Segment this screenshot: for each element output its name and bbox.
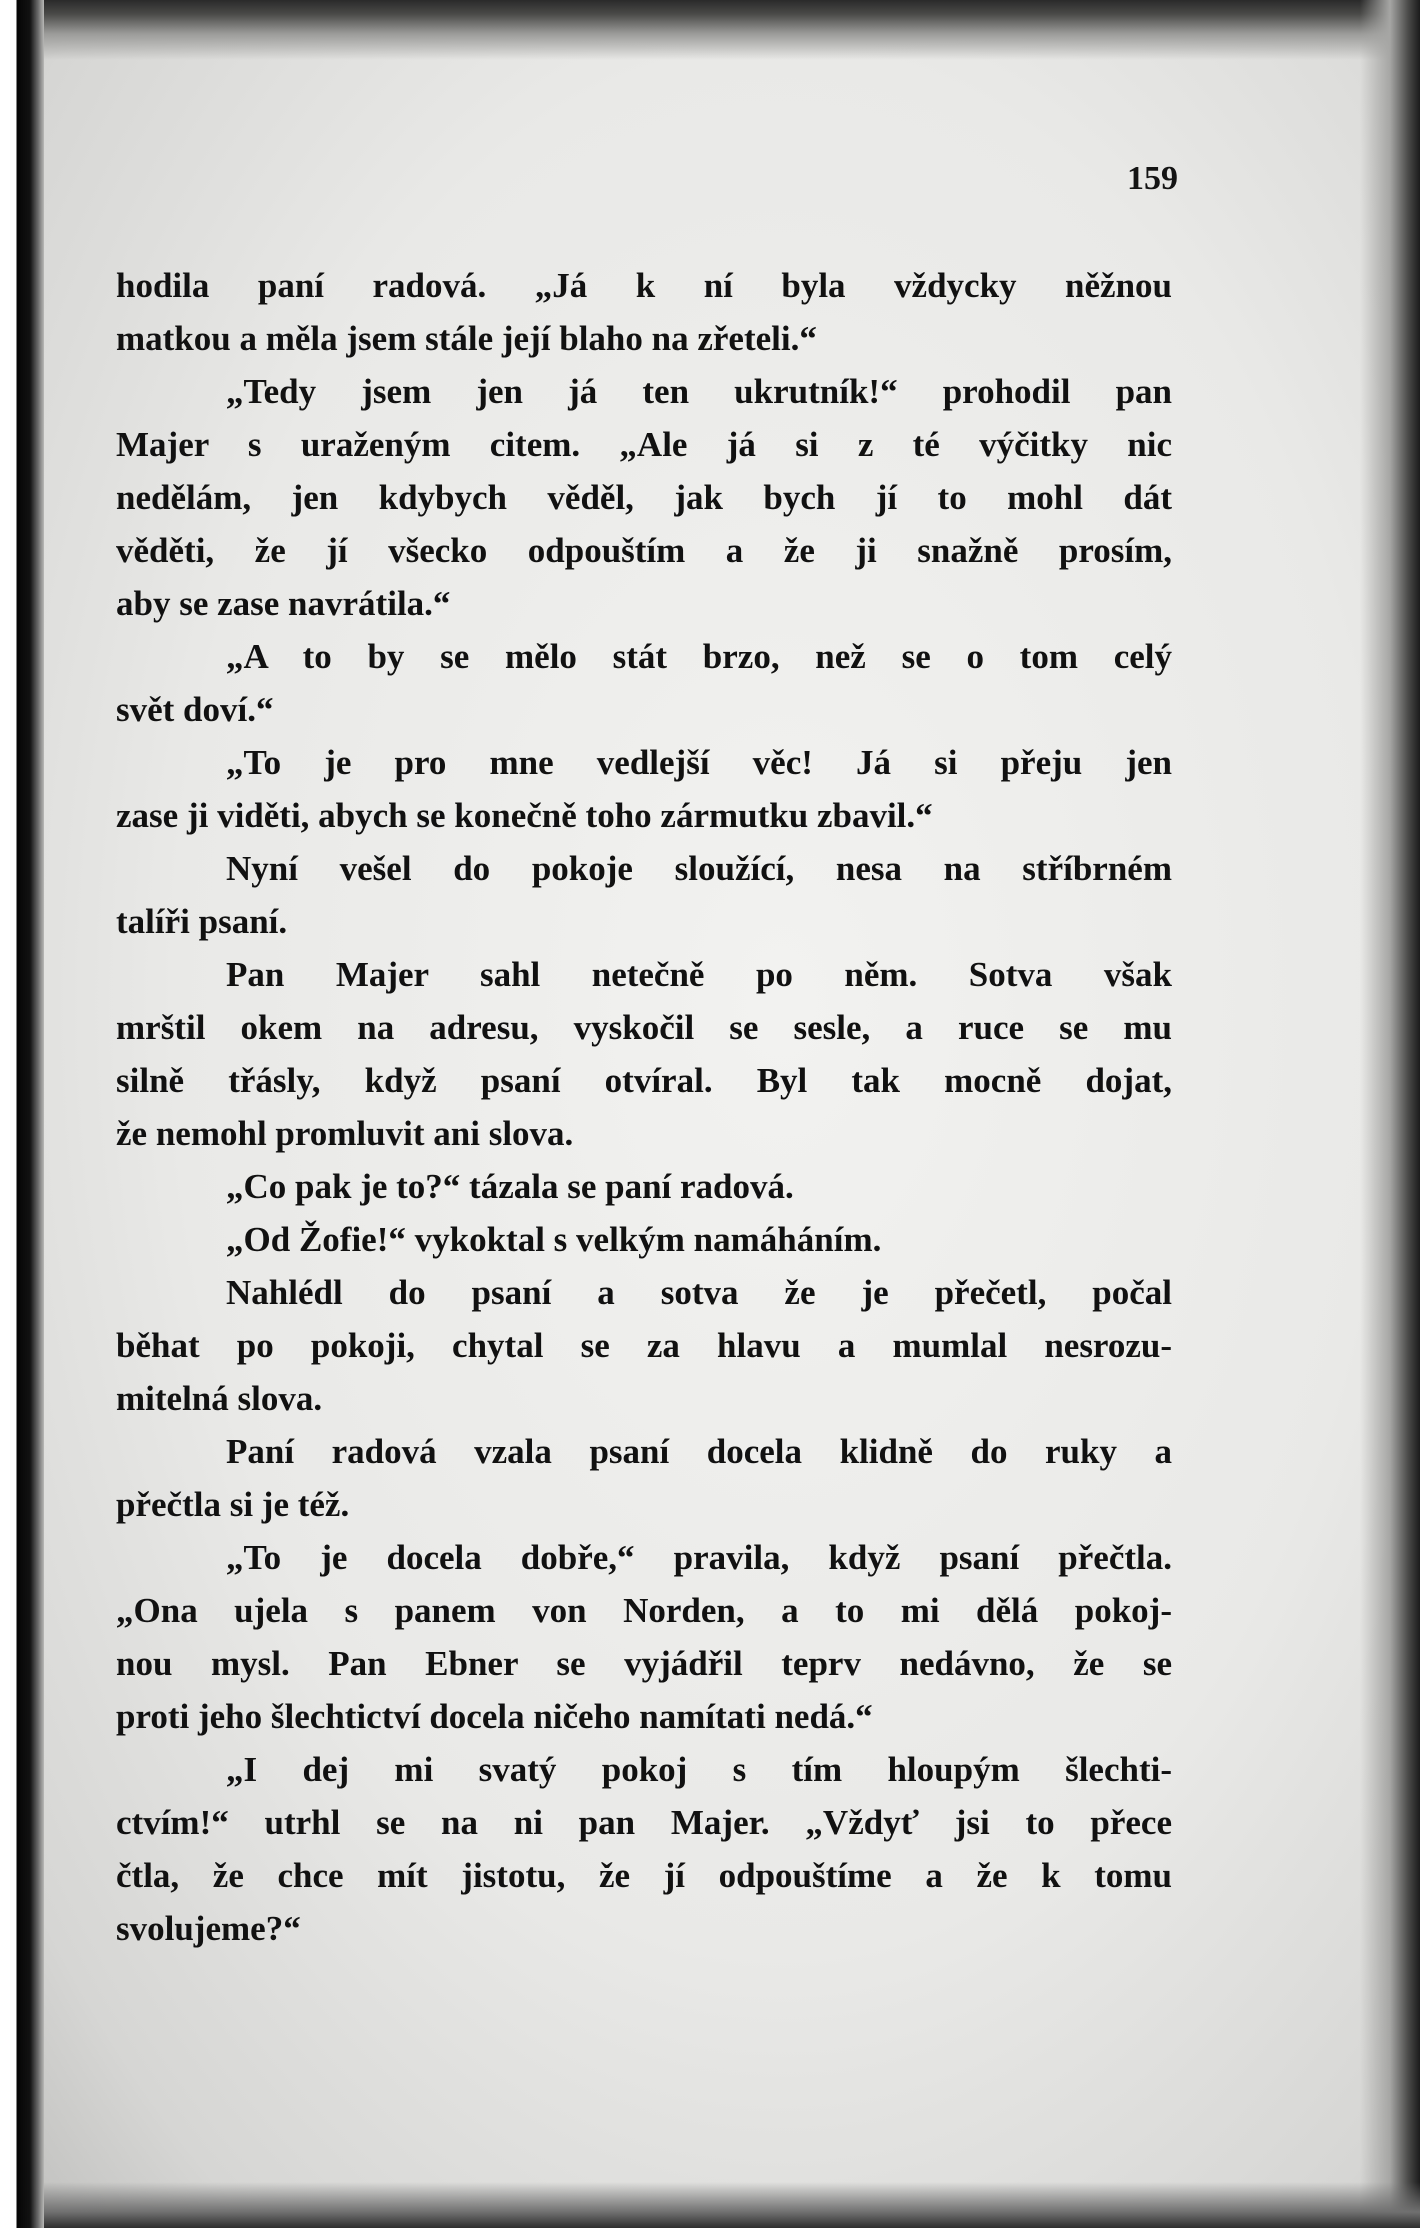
page-number: 159 [1127, 160, 1178, 197]
text-line: matkou a měla jsem stále její blaho na zřeteli.“ [116, 319, 817, 358]
text-line: Paní radová vzala psaní docela klidně do ruky a [226, 1432, 1172, 1471]
text-line: „I dej mi svatý pokoj s tím hloupým šlechti- [226, 1750, 1172, 1789]
text-line: čtla, že chce mít jistotu, že jí odpouštíme a že k tomu [116, 1856, 1172, 1895]
text-line: „Ona ujela s panem von Norden, a to mi dělá pokoj- [116, 1591, 1172, 1630]
text-line: „Od Žofie!“ vykoktal s velkým namáháním. [226, 1220, 882, 1259]
text-line: aby se zase navrátila.“ [116, 584, 451, 623]
text-line: „Tedy jsem jen já ten ukrutník!“ prohodil pan [226, 372, 1172, 411]
text-line: hodila paní radová. „Já k ní byla vždycky něžnou [116, 266, 1172, 305]
text-line: Pan Majer sahl netečně po něm. Sotva však [226, 955, 1172, 994]
body-text [116, 259, 1172, 1955]
page-binding-edge [0, 0, 44, 2228]
text-line: věděti, že jí všecko odpouštím a že ji snažně prosím, [116, 531, 1172, 570]
text-line: mrštil okem na adresu, vyskočil se sesle, a ruce se mu [116, 1008, 1172, 1047]
text-line: Nyní vešel do pokoje sloužící, nesa na stříbrném [226, 849, 1172, 888]
text-line: zase ji viděti, abych se konečně toho zármutku zbavil.“ [116, 796, 933, 835]
text-line: Nahlédl do psaní a sotva že je přečetl, počal [226, 1273, 1172, 1312]
text-line: běhat po pokoji, chytal se za hlavu a mumlal nesrozu- [116, 1326, 1172, 1365]
text-line: proti jeho šlechtictví docela ničeho namítati nedá.“ [116, 1697, 873, 1736]
page-top-shadow [44, 0, 1420, 60]
text-line: „Co pak je to?“ tázala se paní radová. [226, 1167, 794, 1206]
text-line: „To je pro mne vedlejší věc! Já si přeju jen [226, 743, 1172, 782]
text-line: že nemohl promluvit ani slova. [116, 1114, 574, 1153]
text-line: talíři psaní. [116, 902, 288, 941]
page-right-shadow [1360, 0, 1420, 2228]
text-line: „A to by se mělo stát brzo, než se o tom celý [226, 637, 1172, 676]
text-line: Majer s uraženým citem. „Ale já si z té výčitky nic [116, 425, 1172, 464]
text-line: mitelná slova. [116, 1379, 323, 1418]
text-line: přečtla si je též. [116, 1485, 350, 1524]
text-line: silně třásly, když psaní otvíral. Byl tak mocně dojat, [116, 1061, 1172, 1100]
text-line: „To je docela dobře,“ pravila, když psaní přečtla. [226, 1538, 1172, 1577]
text-line: nedělám, jen kdybych věděl, jak bych jí to mohl dát [116, 478, 1172, 517]
text-line: svět doví.“ [116, 690, 274, 729]
text-line: ctvím!“ utrhl se na ni pan Majer. „Vždyť jsi to přece [116, 1803, 1172, 1842]
page-bottom-shadow [44, 2182, 1420, 2228]
text-line: svolujeme?“ [116, 1909, 301, 1948]
text-line: nou mysl. Pan Ebner se vyjádřil teprv nedávno, že se [116, 1644, 1172, 1683]
